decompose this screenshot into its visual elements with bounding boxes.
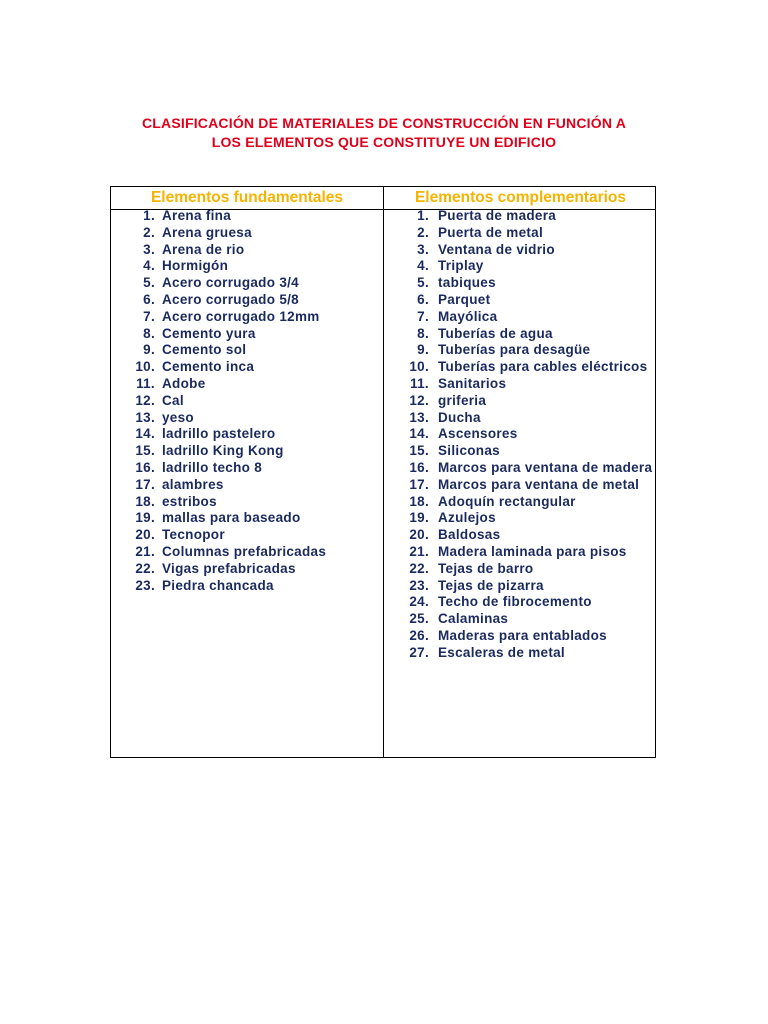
complementary-element-item — [405, 359, 653, 376]
list-item-label: Mayólica — [438, 308, 498, 324]
complementary-element-item — [405, 561, 653, 578]
complementary-element-item — [405, 611, 653, 628]
complementary-element-item — [405, 242, 653, 259]
list-item-label: Puerta de madera — [438, 208, 557, 223]
list-item-label: Marcos para ventana de madera — [438, 459, 653, 475]
list-item-label: Arena gruesa — [162, 224, 252, 240]
list-item-label: Maderas para entablados — [438, 627, 607, 643]
list-item-number: 15. — [135, 443, 155, 459]
list-item-label: Adoquín rectangular — [438, 493, 576, 509]
fundamental-element-item — [131, 208, 379, 225]
list-item-label: Puerta de metal — [438, 224, 544, 240]
list-item-number: 17. — [135, 476, 155, 492]
list-item-label: Tejas de pizarra — [438, 577, 544, 593]
list-item-number: 26. — [409, 627, 429, 643]
list-item-number: 11. — [136, 375, 155, 391]
list-item-label: Parquet — [438, 291, 491, 307]
list-item-number: 18. — [409, 493, 429, 509]
list-item-label: Triplay — [438, 258, 484, 274]
list-item-number: 19. — [135, 510, 155, 526]
list-item-label: yeso — [162, 409, 194, 425]
list-item-number: 11. — [410, 375, 429, 391]
list-item-label: Acero corrugado 3/4 — [162, 275, 299, 291]
list-item-number: 23. — [409, 577, 429, 593]
list-item-label: Vigas prefabricadas — [162, 560, 296, 576]
complementary-element-item — [405, 477, 653, 494]
list-item-label: Madera laminada para pisos — [438, 543, 627, 559]
complementary-element-item — [405, 460, 653, 477]
list-item-number: 27. — [409, 644, 429, 660]
list-item-label: Azulejos — [438, 510, 496, 526]
list-item-label: ladrillo pastelero — [162, 426, 276, 442]
fundamental-element-item — [131, 443, 379, 460]
list-item-number: 23. — [135, 577, 155, 593]
list-item-label: estribos — [162, 493, 217, 509]
list-item-number: 22. — [135, 560, 155, 576]
list-item-label: Siliconas — [438, 443, 500, 459]
fundamental-element-item — [131, 578, 379, 595]
complementary-element-item — [405, 275, 653, 292]
fundamental-element-item — [131, 309, 379, 326]
fundamental-element-item — [131, 292, 379, 309]
list-item-label: Calaminas — [438, 611, 509, 627]
complementary-element-item — [405, 292, 653, 309]
list-item-number: 25. — [409, 611, 429, 627]
list-item-number: 17. — [409, 476, 429, 492]
list-item-number: 8. — [143, 325, 155, 341]
complementary-element-item — [405, 410, 653, 427]
list-item-number: 9. — [143, 342, 155, 358]
list-item-number: 21. — [409, 543, 429, 559]
fundamental-element-item — [131, 242, 379, 259]
fundamental-element-item — [131, 544, 379, 561]
complementary-element-item — [405, 645, 653, 662]
list-item-number: 5. — [417, 275, 429, 291]
list-item-label: Tuberías para cables eléctricos — [438, 359, 648, 375]
list-item-number: 7. — [417, 308, 429, 324]
list-item-number: 14. — [409, 426, 429, 442]
complementary-element-item — [405, 578, 653, 595]
complementary-element-item — [405, 326, 653, 343]
list-item-number: 2. — [143, 224, 155, 240]
list-item-number: 3. — [417, 241, 429, 257]
list-item-number: 13. — [135, 409, 155, 425]
list-item-label: Escaleras de metal — [438, 644, 565, 660]
complementary-elements-list — [405, 208, 653, 662]
list-item-number: 1. — [143, 208, 155, 223]
fundamental-element-item — [131, 393, 379, 410]
complementary-element-item — [405, 443, 653, 460]
list-item-number: 7. — [143, 308, 155, 324]
document-title-line-2: LOS ELEMENTOS QUE CONSTITUYE UN EDIFICIO — [211, 134, 557, 150]
fundamental-element-item — [131, 561, 379, 578]
list-item-number: 15. — [409, 443, 429, 459]
fundamental-element-item — [131, 225, 379, 242]
list-item-label: Ducha — [438, 409, 481, 425]
list-item-label: Ascensores — [438, 426, 518, 442]
list-item-label: Cemento yura — [162, 325, 256, 341]
complementary-element-item — [405, 376, 653, 393]
list-item-label: alambres — [162, 476, 224, 492]
list-item-number: 21. — [135, 543, 155, 559]
fundamental-element-item — [131, 359, 379, 376]
fundamental-element-item — [131, 527, 379, 544]
list-item-label: Tuberías para desagüe — [438, 342, 591, 358]
list-item-label: Cemento inca — [162, 359, 255, 375]
complementary-element-item — [405, 494, 653, 511]
complementary-element-item — [405, 225, 653, 242]
list-item-label: Acero corrugado 5/8 — [162, 291, 299, 307]
list-item-number: 24. — [409, 594, 429, 610]
complementary-element-item — [405, 510, 653, 527]
list-item-number: 10. — [409, 359, 429, 375]
list-item-number: 10. — [135, 359, 155, 375]
fundamental-element-item — [131, 410, 379, 427]
list-item-number: 3. — [143, 241, 155, 257]
list-item-label: Baldosas — [438, 527, 501, 543]
fundamental-element-item — [131, 477, 379, 494]
fundamental-elements-list — [131, 208, 379, 594]
list-item-number: 1. — [417, 208, 429, 223]
list-item-number: 12. — [409, 392, 429, 408]
document-title-line-1: CLASIFICACIÓN DE MATERIALES DE CONSTRUCCIÓN EN FUNCIÓN A — [141, 115, 627, 131]
list-item-label: Cal — [162, 392, 184, 408]
list-item-label: Ventana de vidrio — [438, 241, 555, 257]
fundamental-element-item — [131, 326, 379, 343]
list-item-number: 12. — [135, 392, 155, 408]
list-item-label: Techo de fibrocemento — [438, 594, 592, 610]
list-item-label: Piedra chancada — [162, 577, 274, 593]
list-item-number: 18. — [135, 493, 155, 509]
fundamental-element-item — [131, 275, 379, 292]
list-item-number: 20. — [135, 527, 155, 543]
complementary-element-item — [405, 544, 653, 561]
list-item-label: Arena de rio — [162, 241, 245, 257]
complementary-element-item — [405, 628, 653, 645]
list-item-number: 14. — [135, 426, 155, 442]
list-item-number: 6. — [143, 291, 155, 307]
list-item-number: 13. — [409, 409, 429, 425]
list-item-number: 9. — [417, 342, 429, 358]
list-item-number: 19. — [409, 510, 429, 526]
list-item-label: Marcos para ventana de metal — [438, 476, 640, 492]
list-item-label: Cemento sol — [162, 342, 247, 358]
column-header-fundamentales: Elementos fundamentales — [150, 189, 344, 206]
list-item-number: 20. — [409, 527, 429, 543]
list-item-label: tabiques — [438, 275, 496, 291]
materials-table — [110, 186, 656, 758]
fundamental-element-item — [131, 510, 379, 527]
complementary-element-item — [405, 393, 653, 410]
fundamental-element-item — [131, 342, 379, 359]
document-title — [0, 114, 768, 152]
fundamental-element-item — [131, 460, 379, 477]
list-item-label: Adobe — [162, 375, 206, 391]
list-item-label: ladrillo King Kong — [162, 443, 284, 459]
list-item-label: Acero corrugado 12mm — [162, 308, 320, 324]
list-item-label: Tejas de barro — [438, 560, 534, 576]
complementary-element-item — [405, 258, 653, 275]
list-item-number: 4. — [143, 258, 155, 274]
list-item-label: Tecnopor — [162, 527, 225, 543]
list-item-label: ladrillo techo 8 — [162, 459, 263, 475]
fundamental-element-item — [131, 494, 379, 511]
list-item-number: 4. — [417, 258, 429, 274]
list-item-number: 8. — [417, 325, 429, 341]
column-header-complementarios: Elementos complementarios — [414, 189, 627, 206]
list-item-label: Hormigón — [162, 258, 229, 274]
column-divider — [383, 187, 384, 757]
complementary-element-item — [405, 342, 653, 359]
list-item-number: 16. — [135, 459, 155, 475]
list-item-label: griferia — [438, 392, 487, 408]
list-item-label: Columnas prefabricadas — [162, 543, 327, 559]
fundamental-element-item — [131, 426, 379, 443]
fundamental-element-item — [131, 376, 379, 393]
complementary-element-item — [405, 527, 653, 544]
complementary-element-item — [405, 426, 653, 443]
list-item-label: Sanitarios — [438, 375, 507, 391]
complementary-element-item — [405, 309, 653, 326]
list-item-label: Arena fina — [162, 208, 232, 223]
list-item-number: 22. — [409, 560, 429, 576]
list-item-number: 16. — [409, 459, 429, 475]
list-item-number: 5. — [143, 275, 155, 291]
list-item-label: Tuberías de agua — [438, 325, 553, 341]
complementary-element-item — [405, 208, 653, 225]
fundamental-element-item — [131, 258, 379, 275]
list-item-number: 2. — [417, 224, 429, 240]
list-item-number: 6. — [417, 291, 429, 307]
complementary-element-item — [405, 594, 653, 611]
list-item-label: mallas para baseado — [162, 510, 301, 526]
